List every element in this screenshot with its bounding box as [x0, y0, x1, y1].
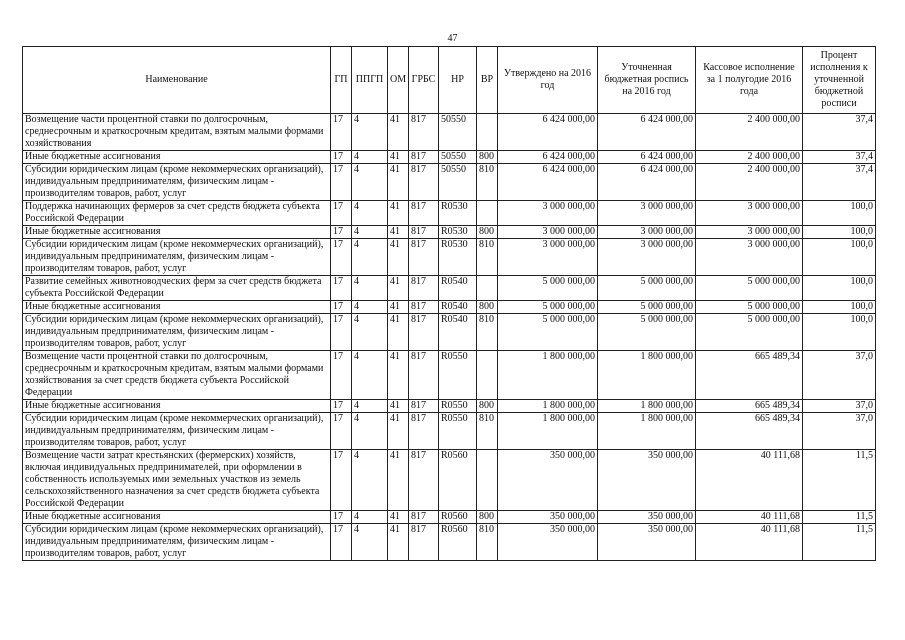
cell-vr: 810 — [477, 164, 498, 201]
cell-gp: 17 — [331, 226, 352, 239]
table-row — [23, 226, 876, 239]
cell-percent: 37,4 — [803, 151, 876, 164]
cell-approved: 350 000,00 — [498, 511, 598, 524]
cell-name: Иные бюджетные ассигнования — [23, 511, 331, 524]
cell-percent: 100,0 — [803, 301, 876, 314]
cell-gp: 17 — [331, 151, 352, 164]
cell-vr: 800 — [477, 301, 498, 314]
cell-om: 41 — [388, 201, 409, 226]
cell-name: Субсидии юридическим лицам (кроме некоммерческих организаций), индивидуальным предпринимателям, физическим лицам - производителям товаров, работ, услуг — [23, 524, 331, 561]
cell-gp: 17 — [331, 450, 352, 511]
cell-approved: 6 424 000,00 — [498, 151, 598, 164]
table-header-row — [23, 47, 876, 114]
cell-name: Субсидии юридическим лицам (кроме некоммерческих организаций), индивидуальным предпринимателям, физическим лицам - производителям товаров, работ, услуг — [23, 164, 331, 201]
cell-name: Возмещение части процентной ставки по долгосрочным, среднесрочным и краткосрочным кредитам, взятым малыми формами хозяйствования за счет средств бюджета субъекта Российской Федерации — [23, 351, 331, 400]
cell-vr: 800 — [477, 511, 498, 524]
cell-percent: 37,0 — [803, 400, 876, 413]
cell-np: 50550 — [439, 114, 477, 151]
table-row — [23, 511, 876, 524]
cell-grbs: 817 — [409, 511, 439, 524]
cell-approved: 3 000 000,00 — [498, 201, 598, 226]
cell-refined: 5 000 000,00 — [598, 276, 696, 301]
cell-ppgp: 4 — [352, 301, 388, 314]
cell-cash: 40 111,68 — [696, 450, 803, 511]
cell-refined: 1 800 000,00 — [598, 400, 696, 413]
cell-ppgp: 4 — [352, 351, 388, 400]
cell-ppgp: 4 — [352, 164, 388, 201]
cell-name: Иные бюджетные ассигнования — [23, 151, 331, 164]
table-row — [23, 314, 876, 351]
cell-percent: 37,4 — [803, 114, 876, 151]
cell-grbs: 817 — [409, 524, 439, 561]
cell-gp: 17 — [331, 413, 352, 450]
cell-percent: 100,0 — [803, 239, 876, 276]
cell-vr: 810 — [477, 413, 498, 450]
cell-cash: 2 400 000,00 — [696, 114, 803, 151]
cell-om: 41 — [388, 151, 409, 164]
cell-approved: 5 000 000,00 — [498, 314, 598, 351]
cell-approved: 1 800 000,00 — [498, 413, 598, 450]
cell-refined: 1 800 000,00 — [598, 351, 696, 400]
cell-np: R0540 — [439, 314, 477, 351]
cell-grbs: 817 — [409, 413, 439, 450]
cell-om: 41 — [388, 511, 409, 524]
cell-approved: 6 424 000,00 — [498, 164, 598, 201]
header-cash: Кассовое исполнение за 1 полугодие 2016 года — [696, 47, 803, 114]
cell-np: R0560 — [439, 524, 477, 561]
cell-cash: 665 489,34 — [696, 351, 803, 400]
cell-name: Иные бюджетные ассигнования — [23, 301, 331, 314]
table-row — [23, 239, 876, 276]
cell-np: 50550 — [439, 164, 477, 201]
cell-gp: 17 — [331, 301, 352, 314]
cell-refined: 6 424 000,00 — [598, 164, 696, 201]
cell-cash: 3 000 000,00 — [696, 226, 803, 239]
cell-ppgp: 4 — [352, 239, 388, 276]
table-row — [23, 301, 876, 314]
cell-np: R0530 — [439, 201, 477, 226]
page-number: 47 — [447, 33, 458, 44]
cell-gp: 17 — [331, 164, 352, 201]
cell-name: Развитие семейных животноводческих ферм за счет средств бюджета субъекта Российской Федерации — [23, 276, 331, 301]
cell-vr: 800 — [477, 151, 498, 164]
cell-vr — [477, 201, 498, 226]
cell-np: R0540 — [439, 301, 477, 314]
cell-grbs: 817 — [409, 450, 439, 511]
cell-om: 41 — [388, 114, 409, 151]
table-row — [23, 276, 876, 301]
cell-refined: 6 424 000,00 — [598, 114, 696, 151]
cell-grbs: 817 — [409, 151, 439, 164]
cell-gp: 17 — [331, 314, 352, 351]
cell-cash: 40 111,68 — [696, 524, 803, 561]
cell-percent: 100,0 — [803, 226, 876, 239]
cell-om: 41 — [388, 351, 409, 400]
cell-ppgp: 4 — [352, 314, 388, 351]
cell-om: 41 — [388, 413, 409, 450]
cell-om: 41 — [388, 276, 409, 301]
header-ppgp: ППГП — [352, 47, 388, 114]
cell-cash: 2 400 000,00 — [696, 151, 803, 164]
cell-ppgp: 4 — [352, 413, 388, 450]
cell-ppgp: 4 — [352, 114, 388, 151]
cell-refined: 1 800 000,00 — [598, 413, 696, 450]
header-np: НР — [439, 47, 477, 114]
cell-percent: 11,5 — [803, 524, 876, 561]
cell-grbs: 817 — [409, 276, 439, 301]
cell-grbs: 817 — [409, 400, 439, 413]
cell-approved: 3 000 000,00 — [498, 226, 598, 239]
budget-table — [22, 46, 876, 561]
cell-name: Иные бюджетные ассигнования — [23, 226, 331, 239]
header-name: Наименование — [23, 47, 331, 114]
header-refined: Уточненная бюджетная роспись на 2016 год — [598, 47, 696, 114]
cell-refined: 3 000 000,00 — [598, 226, 696, 239]
cell-percent: 37,4 — [803, 164, 876, 201]
cell-gp: 17 — [331, 276, 352, 301]
header-percent: Процент исполнения к уточненной бюджетной росписи — [803, 47, 876, 114]
cell-om: 41 — [388, 400, 409, 413]
cell-ppgp: 4 — [352, 276, 388, 301]
cell-np: R0530 — [439, 226, 477, 239]
cell-cash: 665 489,34 — [696, 413, 803, 450]
cell-grbs: 817 — [409, 239, 439, 276]
cell-gp: 17 — [331, 524, 352, 561]
table-row — [23, 400, 876, 413]
cell-approved: 350 000,00 — [498, 450, 598, 511]
cell-grbs: 817 — [409, 164, 439, 201]
cell-approved: 3 000 000,00 — [498, 239, 598, 276]
cell-vr: 810 — [477, 524, 498, 561]
cell-np: R0560 — [439, 450, 477, 511]
cell-cash: 2 400 000,00 — [696, 164, 803, 201]
cell-vr: 800 — [477, 226, 498, 239]
cell-ppgp: 4 — [352, 400, 388, 413]
cell-np: 50550 — [439, 151, 477, 164]
cell-ppgp: 4 — [352, 450, 388, 511]
cell-approved: 1 800 000,00 — [498, 351, 598, 400]
table-body — [23, 114, 876, 561]
cell-om: 41 — [388, 524, 409, 561]
table-row — [23, 413, 876, 450]
cell-cash: 5 000 000,00 — [696, 276, 803, 301]
table-row — [23, 151, 876, 164]
cell-grbs: 817 — [409, 301, 439, 314]
cell-cash: 665 489,34 — [696, 400, 803, 413]
table-row — [23, 164, 876, 201]
cell-name: Субсидии юридическим лицам (кроме некоммерческих организаций), индивидуальным предпринимателям, физическим лицам - производителям товаров, работ, услуг — [23, 314, 331, 351]
cell-grbs: 817 — [409, 114, 439, 151]
cell-grbs: 817 — [409, 351, 439, 400]
cell-name: Иные бюджетные ассигнования — [23, 400, 331, 413]
table-row — [23, 450, 876, 511]
cell-name: Возмещение части затрат крестьянских (фермерских) хозяйств, включая индивидуальных предпринимателей, при оформлении в собственность используемых ими земельных участков из земель сельскохозяйственного назначения за счет средств бюджета субъекта Российской Федерации — [23, 450, 331, 511]
cell-ppgp: 4 — [352, 511, 388, 524]
header-vr: ВР — [477, 47, 498, 114]
cell-np: R0540 — [439, 276, 477, 301]
cell-approved: 1 800 000,00 — [498, 400, 598, 413]
cell-percent: 37,0 — [803, 413, 876, 450]
table-row — [23, 351, 876, 400]
table-row — [23, 114, 876, 151]
cell-refined: 350 000,00 — [598, 450, 696, 511]
header-grbs: ГРБС — [409, 47, 439, 114]
cell-gp: 17 — [331, 351, 352, 400]
cell-om: 41 — [388, 314, 409, 351]
cell-np: R0550 — [439, 351, 477, 400]
cell-cash: 5 000 000,00 — [696, 301, 803, 314]
cell-approved: 5 000 000,00 — [498, 276, 598, 301]
cell-percent: 100,0 — [803, 276, 876, 301]
cell-grbs: 817 — [409, 201, 439, 226]
cell-cash: 5 000 000,00 — [696, 314, 803, 351]
cell-percent: 11,5 — [803, 511, 876, 524]
cell-gp: 17 — [331, 400, 352, 413]
cell-vr: 810 — [477, 239, 498, 276]
table-row — [23, 524, 876, 561]
cell-refined: 350 000,00 — [598, 524, 696, 561]
cell-ppgp: 4 — [352, 151, 388, 164]
cell-approved: 5 000 000,00 — [498, 301, 598, 314]
cell-ppgp: 4 — [352, 524, 388, 561]
cell-name: Субсидии юридическим лицам (кроме некоммерческих организаций), индивидуальным предпринимателям, физическим лицам - производителям товаров, работ, услуг — [23, 413, 331, 450]
cell-gp: 17 — [331, 114, 352, 151]
cell-om: 41 — [388, 301, 409, 314]
cell-gp: 17 — [331, 511, 352, 524]
cell-om: 41 — [388, 164, 409, 201]
cell-percent: 11,5 — [803, 450, 876, 511]
cell-np: R0550 — [439, 400, 477, 413]
cell-percent: 100,0 — [803, 314, 876, 351]
cell-om: 41 — [388, 226, 409, 239]
cell-vr — [477, 276, 498, 301]
cell-vr — [477, 114, 498, 151]
cell-grbs: 817 — [409, 226, 439, 239]
cell-approved: 350 000,00 — [498, 524, 598, 561]
cell-refined: 5 000 000,00 — [598, 314, 696, 351]
table-row — [23, 201, 876, 226]
cell-vr: 810 — [477, 314, 498, 351]
cell-om: 41 — [388, 239, 409, 276]
cell-cash: 40 111,68 — [696, 511, 803, 524]
cell-gp: 17 — [331, 201, 352, 226]
header-approved: Утверждено на 2016 год — [498, 47, 598, 114]
cell-np: R0550 — [439, 413, 477, 450]
cell-name: Возмещение части процентной ставки по долгосрочным, среднесрочным и краткосрочным кредитам, взятым малыми формами хозяйствования — [23, 114, 331, 151]
cell-refined: 3 000 000,00 — [598, 239, 696, 276]
cell-grbs: 817 — [409, 314, 439, 351]
cell-vr: 800 — [477, 400, 498, 413]
cell-cash: 3 000 000,00 — [696, 201, 803, 226]
cell-cash: 3 000 000,00 — [696, 239, 803, 276]
cell-gp: 17 — [331, 239, 352, 276]
cell-refined: 3 000 000,00 — [598, 201, 696, 226]
header-om: ОМ — [388, 47, 409, 114]
cell-om: 41 — [388, 450, 409, 511]
cell-name: Поддержка начинающих фермеров за счет средств бюджета субъекта Российской Федерации — [23, 201, 331, 226]
cell-refined: 5 000 000,00 — [598, 301, 696, 314]
cell-name: Субсидии юридическим лицам (кроме некоммерческих организаций), индивидуальным предпринимателям, физическим лицам - производителям товаров, работ, услуг — [23, 239, 331, 276]
cell-vr — [477, 450, 498, 511]
cell-percent: 37,0 — [803, 351, 876, 400]
cell-np: R0530 — [439, 239, 477, 276]
cell-percent: 100,0 — [803, 201, 876, 226]
cell-ppgp: 4 — [352, 226, 388, 239]
cell-approved: 6 424 000,00 — [498, 114, 598, 151]
cell-np: R0560 — [439, 511, 477, 524]
cell-refined: 6 424 000,00 — [598, 151, 696, 164]
cell-refined: 350 000,00 — [598, 511, 696, 524]
cell-vr — [477, 351, 498, 400]
header-gp: ГП — [331, 47, 352, 114]
cell-ppgp: 4 — [352, 201, 388, 226]
